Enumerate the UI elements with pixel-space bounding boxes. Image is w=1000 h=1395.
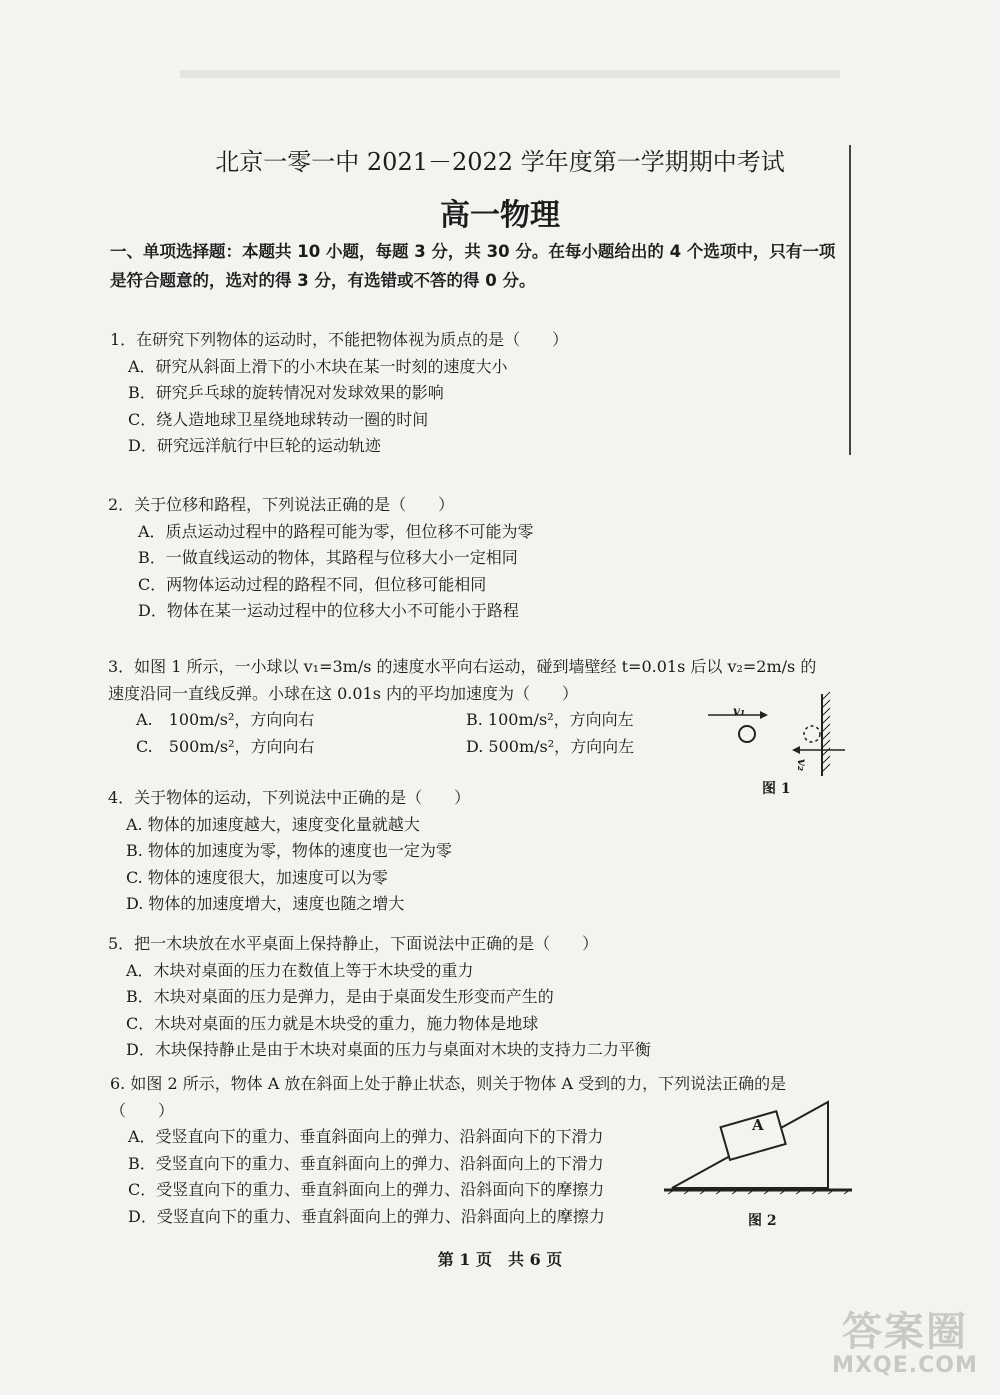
option-c: C. 500m/s²，方向向右	[136, 736, 315, 756]
figure-2-label: 图 2	[748, 1213, 777, 1229]
scan-smudge	[180, 70, 840, 78]
section-instructions: 一、单项选择题：本题共 10 小题，每题 3 分，共 30 分。在每小题给出的 4 个选项中，只有一项是符合题意的，选对的得 3 分，有选错或不答的得 0 分。	[110, 242, 836, 290]
option-c: C．受竖直向下的重力、垂直斜面向上的弹力、沿斜面向下的摩擦力	[128, 1180, 605, 1199]
option-a: A．质点运动过程中的路程可能为零，但位移不可能为零	[138, 521, 534, 541]
option-b: B．一做直线运动的物体，其路程与位移大小一定相同	[138, 548, 518, 567]
watermark-url: MXQE.COM	[832, 1353, 978, 1378]
page-footer: 第 1 页 共 6 页	[437, 1250, 563, 1269]
question-stem: 4．关于物体的运动，下列说法中正确的是（ ）	[108, 788, 471, 807]
question-stem: 5．把一木块放在水平桌面上保持静止，下面说法中正确的是（ ）	[108, 934, 599, 953]
question-4	[108, 785, 470, 918]
figure-1-label: 图 1	[762, 781, 791, 797]
figure-1-diagram	[700, 688, 850, 783]
option-b: B．研究乒乓球的旋转情况对发球效果的影响	[128, 383, 444, 402]
option-a: A．受竖直向下的重力、垂直斜面向上的弹力、沿斜面向下的下滑力	[128, 1127, 604, 1146]
question-1	[110, 327, 568, 460]
subject-title: 高一物理	[440, 198, 560, 233]
question-stem: 6. 如图 2 所示，物体 A 放在斜面上处于静止状态，则关于物体 A 受到的力，下列说法正确的是（ ）	[110, 1074, 787, 1120]
figure-2-diagram	[664, 1094, 854, 1204]
watermark-logo: 答案圈	[842, 1309, 968, 1355]
option-c: C．绕人造地球卫星绕地球转动一圈的时间	[128, 409, 429, 429]
exam-title: 北京一零一中 2021－2022 学年度第一学期期中考试	[215, 148, 785, 176]
question-stem: 3．如图 1 所示，一小球以 v₁=3m/s 的速度水平向右运动，碰到墙壁经 t=0.01s 后以 v₂=2m/s 的速度沿同一直线反弹。小球在这 0.01s 内的平均加速度为（ ）	[108, 657, 817, 703]
option-d: D. 物体的加速度增大，速度也随之增大	[126, 894, 405, 913]
option-d: D. 500m/s²，方向向左	[466, 736, 635, 756]
question-stem: 2．关于位移和路程，下列说法正确的是（ ）	[108, 495, 455, 514]
option-a: A．研究从斜面上滑下的小木块在某一时刻的速度大小	[128, 356, 508, 376]
question-2	[108, 492, 534, 625]
option-d: D．木块保持静止是由于木块对桌面的压力与桌面对木块的支持力二力平衡	[126, 1040, 651, 1059]
option-b: B. 物体的加速度为零，物体的速度也一定为零	[126, 841, 452, 860]
block-a-label: A	[752, 1116, 764, 1134]
option-a: A. 100m/s²，方向向右	[136, 710, 315, 729]
option-b: B. 100m/s²，方向向左	[466, 710, 634, 729]
option-b: B．木块对桌面的压力是弹力，是由于桌面发生形变而产生的	[126, 987, 554, 1006]
v1-label: v₁	[733, 704, 746, 718]
option-a: A．木块对桌面的压力在数值上等于木块受的重力	[126, 960, 474, 980]
option-c: C．两物体运动过程的路程不同，但位移可能相同	[138, 574, 487, 594]
option-b: B．受竖直向下的重力、垂直斜面向上的弹力、沿斜面向上的下滑力	[128, 1153, 604, 1173]
watermark	[820, 1300, 990, 1378]
option-d: D．物体在某一运动过程中的位移大小不可能小于路程	[138, 601, 519, 620]
option-c: C. 物体的速度很大，加速度可以为零	[126, 867, 388, 887]
question-5	[108, 931, 651, 1064]
option-d: D．研究远洋航行中巨轮的运动轨迹	[128, 436, 381, 455]
option-d: D．受竖直向下的重力、垂直斜面向上的弹力、沿斜面向上的摩擦力	[128, 1206, 605, 1226]
option-c: C．木块对桌面的压力就是木块受的重力，施力物体是地球	[126, 1013, 539, 1033]
v2-label: v₂	[795, 758, 810, 772]
question-stem: 1．在研究下列物体的运动时，不能把物体视为质点的是（ ）	[110, 330, 569, 349]
option-a: A. 物体的加速度越大，速度变化量就越大	[126, 814, 420, 834]
